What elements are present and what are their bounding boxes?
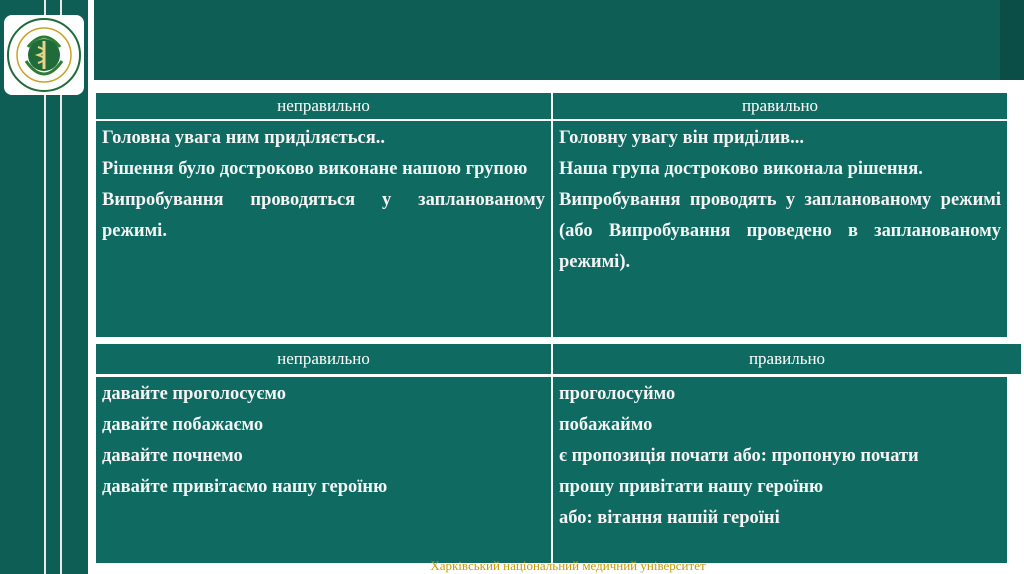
header-shadow — [1000, 0, 1024, 80]
table2-right-line: побажаймо — [559, 415, 653, 435]
table2-wrong-cell — [96, 377, 551, 563]
table2-wrong-line: давайте проголосуємо — [102, 384, 287, 404]
table2-right-line: прошу привітати нашу героїню — [559, 477, 824, 497]
university-emblem-icon — [6, 17, 82, 93]
table2-right-line: є пропозиція почати або: пропоную почати — [559, 446, 919, 466]
table-1 — [94, 91, 1008, 338]
table2-header-wrong: неправильно — [96, 344, 551, 374]
table2-right-line: проголосуймо — [559, 384, 676, 404]
table2-header-right: правильно — [553, 344, 1021, 374]
header-band — [94, 0, 1024, 80]
table1-right-line: Випробування проводять у запланованому режимі (або Випробування проведено в запланованому режимі). — [559, 190, 1001, 272]
table2-wrong-line: давайте привітаємо нашу героїню — [102, 477, 388, 497]
footer-caption: Харківський національний медичний університет — [430, 558, 706, 573]
table1-right-cell — [553, 121, 1007, 337]
table2-right-line: або: вітання нашій героїні — [559, 508, 780, 528]
table-2 — [94, 341, 1022, 564]
table1-right-line: Головну увагу він приділив... — [559, 128, 805, 148]
table2-wrong-line: давайте почнемо — [102, 446, 243, 466]
table1-wrong-cell — [96, 121, 551, 337]
table1-header-wrong: неправильно — [96, 93, 551, 119]
left-decor-strip — [0, 0, 88, 574]
table2-wrong-line: давайте побажаємо — [102, 415, 264, 435]
table2-right-cell — [553, 377, 1007, 563]
table1-wrong-line: Рішення було достроково виконане нашою групою — [102, 159, 528, 179]
table1-wrong-line: Випробування проводяться у запланованому режимі. — [102, 190, 545, 241]
table1-wrong-line: Головна увага ним приділяється.. — [102, 128, 385, 148]
university-logo — [4, 15, 84, 95]
table1-header-right: правильно — [553, 93, 1007, 119]
table1-right-line: Наша група достроково виконала рішення. — [559, 159, 923, 179]
